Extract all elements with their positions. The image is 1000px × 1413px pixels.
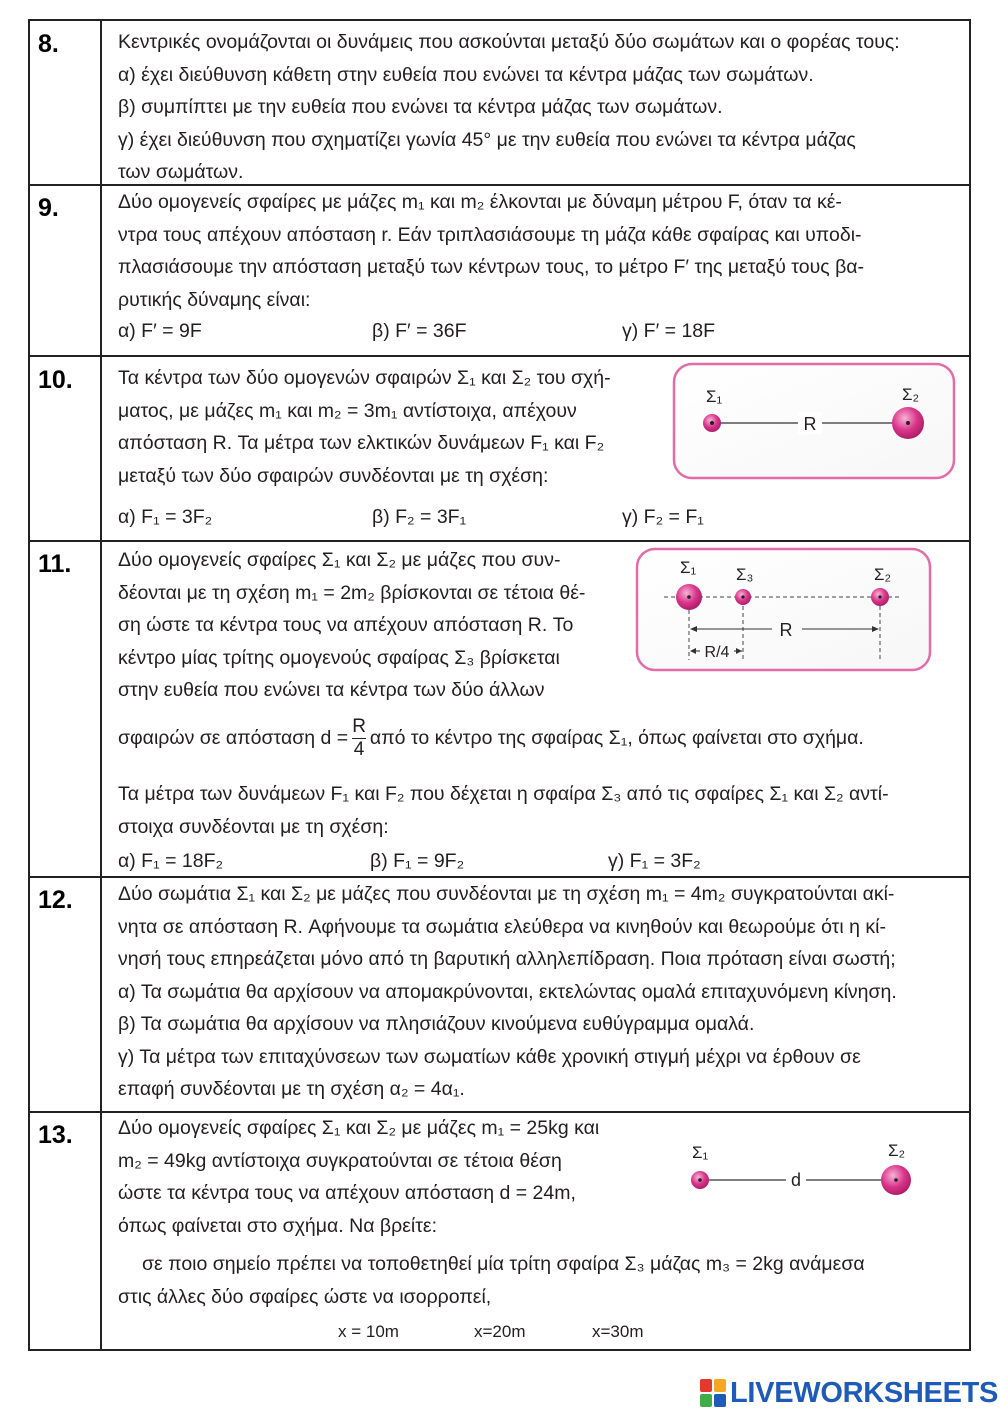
text-line (118, 712, 864, 764)
text-line: ώστε τα κέντρα τους να απέχουν απόσταση d = 24m, (118, 1182, 576, 1204)
text-line: στις άλλες δύο σφαίρες ώστε να ισορροπεί, (118, 1285, 492, 1308)
question-number: 9. (38, 194, 59, 222)
sphere-2-center (906, 421, 910, 425)
text-line: ση ώστε τα κέντρα τους να απέχουν απόσταση R. Το (118, 614, 574, 636)
r4-label: R/4 (704, 644, 730, 661)
question-11-text-cont (118, 778, 889, 843)
answer-option[interactable]: x=30m (592, 1322, 644, 1341)
fraction-denominator: 4 (353, 739, 365, 761)
r-label: R (779, 620, 793, 640)
option-b[interactable]: β) F′ = 36F (372, 320, 467, 342)
text-line: όπως φαίνεται στο σχήμα. Να βρείτε: (118, 1214, 438, 1237)
sphere-3-center (741, 595, 744, 598)
table-left-border (28, 19, 30, 1350)
option-a[interactable]: α) F′ = 9F (118, 320, 202, 342)
text-line: Τα κέντρα των δύο ομογενών σφαιρών Σ₁ και Σ₂ του σχή- (118, 367, 611, 389)
liveworksheets-icon (700, 1379, 726, 1407)
row-divider (28, 540, 971, 542)
question-number: 11. (38, 550, 72, 578)
text-line: σε ποιο σημείο πρέπει να τοποθετηθεί μία τρίτη σφαίρα Σ₃ μάζας m₃ = 2kg ανάμεσα (142, 1253, 865, 1275)
sphere-1-center (687, 595, 691, 599)
sphere-3-label: Σ₃ (736, 565, 754, 584)
text-line: m₂ = 49kg αντίστοιχα συγκρατούνται σε τέτοια θέση (118, 1149, 562, 1172)
option-b[interactable]: β) συμπίπτει με την ευθεία που ενώνει τα κέντρα μάζας των σωμάτων. (118, 96, 723, 118)
text-line: κέντρο μίας τρίτης ομογενούς σφαίρας Σ₃ βρίσκεται (118, 646, 560, 669)
figure-two-spheres-d (680, 1138, 920, 1208)
option-c[interactable]: γ) F₂ = F₁ (622, 506, 704, 528)
sphere-1-label: Σ₁ (692, 1143, 709, 1162)
text-line: Κεντρικές ονομάζονται οι δυνάμεις που ασκούνται μεταξύ δύο σωμάτων και ο φορέας τους: (118, 31, 900, 53)
question-number: 8. (38, 30, 59, 58)
table-top-border (28, 19, 971, 21)
option-b[interactable]: β) Τα σωμάτια θα αρχίσουν να πλησιάζουν κινούμενα ευθύγραμμα ομαλά. (118, 1013, 755, 1035)
figure-two-spheres-R (672, 362, 958, 484)
text-line: απόσταση R. Τα μέτρα των ελκτικών δυνάμεων F₁ και F₂ (118, 432, 605, 454)
question-11-fraction-line (118, 712, 864, 764)
text-line: Δύο ομογενείς σφαίρες Σ₁ και Σ₂ με μάζες m₁ = 25kg και (118, 1117, 600, 1139)
option-b[interactable]: β) F₂ = 3F₁ (372, 506, 467, 528)
text-line: επαφή συνδέονται με τη σχέση α₂ = 4α₁. (118, 1078, 465, 1100)
question-8-text (118, 26, 900, 189)
table-right-border (969, 19, 971, 1350)
option-a[interactable]: α) Τα σωμάτια θα αρχίσουν να απομακρύνονται, εκτελώντας ομαλά επιταχυνόμενη κίνηση. (118, 980, 897, 1003)
option-c[interactable]: γ) F′ = 18F (622, 320, 716, 342)
fraction-r-over-4 (352, 716, 366, 761)
text-line: Δύο σωμάτια Σ₁ και Σ₂ με μάζες που συνδέονται με τη σχέση m₁ = 4m₂ συγκρατούνται ακί- (118, 883, 895, 905)
table-bottom-border (28, 1349, 971, 1351)
text-line: Δύο ομογενείς σφαίρες Σ₁ και Σ₂ με μάζες που συν- (118, 549, 561, 571)
sphere-2-label: Σ₂ (902, 385, 920, 404)
liveworksheets-logo (700, 1376, 998, 1410)
question-10-text (118, 362, 611, 492)
sphere-2-center (894, 1178, 898, 1182)
text-line: νητα σε απόσταση R. Αφήνουμε τα σωμάτια ελεύθερα να κινηθούν και θεωρούμε ότι η κί- (118, 915, 886, 938)
question-13-prompt (118, 1248, 865, 1313)
frac-prefix: σφαιρών σε απόσταση d = (118, 727, 349, 749)
question-13-text (118, 1112, 599, 1242)
option-a[interactable]: α) F₁ = 18F₂ (118, 850, 224, 872)
sphere-2-center (878, 595, 881, 598)
fraction-numerator: R (352, 716, 366, 738)
text-line: πλασιάσουμε την απόσταση μεταξύ των κέντρων τους, το μέτρο F′ της μεταξύ τους βα- (118, 256, 865, 278)
sphere-1-label: Σ₁ (680, 558, 697, 577)
text-line: μεταξύ των δύο σφαιρών συνδέονται με τη σχέση: (118, 464, 549, 487)
option-a[interactable]: α) F₁ = 3F₂ (118, 506, 213, 528)
sphere-1-center (710, 421, 714, 425)
text-line: στην ευθεία που ενώνει τα κέντρα των δύο άλλων (118, 679, 545, 701)
text-line: ρυτικής δύναμης είναι: (118, 288, 311, 311)
table-column-divider (100, 19, 102, 1350)
sphere-1-center (698, 1178, 702, 1182)
answer-option[interactable]: x = 10m (338, 1322, 399, 1341)
question-9-text (118, 186, 864, 316)
distance-label: d (790, 1170, 802, 1190)
text-line: των σωμάτων. (118, 161, 244, 183)
text-line: ματος, με μάζες m₁ και m₂ = 3m₁ αντίστοιχα, απέχουν (118, 399, 577, 422)
sphere-2-label: Σ₂ (888, 1141, 906, 1160)
question-11-text (118, 544, 585, 707)
sphere-1-label: Σ₁ (706, 387, 723, 406)
question-number: 13. (38, 1121, 73, 1149)
option-c[interactable]: γ) Τα μέτρα των επιταχύνσεων των σωματίων κάθε χρονική στιγμή μέχρι να έρθουν σε (118, 1045, 861, 1068)
text-line: ντρα τους απέχουν απόσταση r. Εάν τριπλασιάσουμε τη μάζα κάθε σφαίρας και υποδι- (118, 223, 862, 246)
text-line: νησή τους επηρεάζεται μόνο από τη βαρυτική αλληλεπίδραση. Ποια πρόταση είναι σωστή; (118, 948, 896, 970)
text-line: Τα μέτρα των δυνάμεων F₁ και F₂ που δέχεται η σφαίρα Σ₃ από τις σφαίρες Σ₁ και Σ₂ αντί- (118, 783, 889, 805)
question-number: 12. (38, 886, 73, 914)
option-c[interactable]: γ) έχει διεύθυνση που σχηματίζει γωνία 45° με την ευθεία που ενώνει τα κέντρα μάζας (118, 128, 856, 151)
answer-option[interactable]: x=20m (474, 1322, 526, 1341)
option-c[interactable]: γ) F₁ = 3F₂ (608, 850, 701, 872)
figure-three-spheres (634, 546, 934, 674)
question-number: 10. (38, 366, 73, 394)
distance-label: R (803, 414, 817, 434)
sphere-2-label: Σ₂ (874, 565, 892, 584)
row-divider (28, 355, 971, 357)
question-12-text (118, 878, 897, 1106)
text-line: Δύο ομογενείς σφαίρες με μάζες m₁ και m₂ έλκονται με δύναμη μέτρου F, όταν τα κέ- (118, 191, 842, 213)
brand-wordmark: LIVEWORKSHEETS (730, 1376, 999, 1409)
option-a[interactable]: α) έχει διεύθυνση κάθετη στην ευθεία που ενώνει τα κέντρα μάζας των σωμάτων. (118, 63, 814, 86)
text-line: στοιχα συνδέονται με τη σχέση: (118, 815, 389, 838)
frac-suffix: από το κέντρο της σφαίρας Σ₁, όπως φαίνεται στο σχήμα. (369, 727, 864, 749)
text-line: δέονται με τη σχέση m₁ = 2m₂ βρίσκονται σε τέτοια θέ- (118, 581, 586, 604)
option-b[interactable]: β) F₁ = 9F₂ (370, 850, 465, 872)
